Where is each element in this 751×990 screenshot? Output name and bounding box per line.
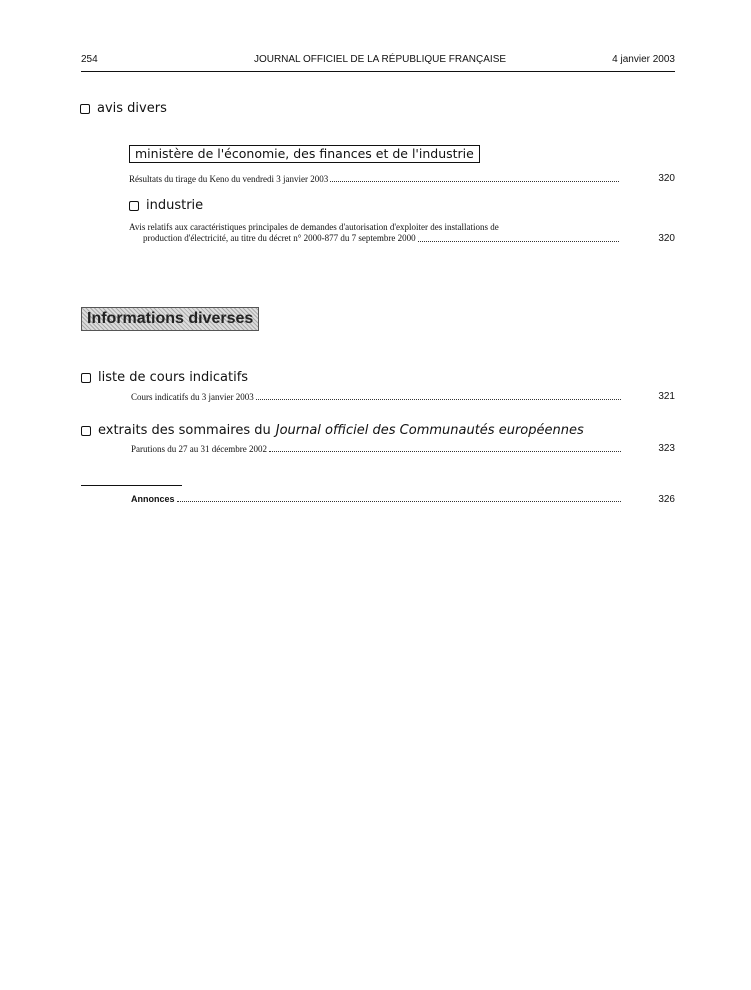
separator-rule bbox=[81, 485, 182, 486]
leader-dots bbox=[418, 240, 619, 242]
leader-dots bbox=[177, 500, 621, 502]
section-extraits bbox=[81, 423, 584, 438]
toc-entry bbox=[131, 392, 623, 402]
toc-entry bbox=[129, 174, 621, 184]
ministry-box: ministère de l'économie, des finances et de l'industrie bbox=[129, 145, 480, 163]
checkbox-bullet-icon bbox=[129, 201, 139, 211]
entry-page-number: 326 bbox=[658, 494, 675, 505]
entry-line1: Avis relatifs aux caractéristiques principales de demandes d'autorisation d'exploiter des installations de bbox=[129, 222, 499, 232]
header-date: 4 janvier 2003 bbox=[612, 54, 675, 65]
toc-entry-annonces bbox=[131, 494, 623, 504]
header-rule bbox=[81, 71, 675, 72]
section-avis-divers bbox=[80, 101, 167, 116]
checkbox-bullet-icon bbox=[80, 104, 90, 114]
header-page-number: 254 bbox=[81, 54, 98, 65]
entry-text: Cours indicatifs du 3 janvier 2003 bbox=[131, 392, 254, 402]
entry-line2: production d'électricité, au titre du décret n° 2000-877 du 7 septembre 2000 bbox=[143, 233, 416, 243]
section-heading-italic: Journal officiel des Communautés européennes bbox=[275, 423, 584, 438]
entry-page-number: 320 bbox=[658, 173, 675, 184]
subsection-heading: industrie bbox=[146, 198, 204, 213]
entry-text: Parutions du 27 au 31 décembre 2002 bbox=[131, 444, 267, 454]
checkbox-bullet-icon bbox=[81, 373, 91, 383]
section-heading: liste de cours indicatifs bbox=[98, 370, 249, 385]
leader-dots bbox=[256, 398, 621, 400]
section-heading-prefix: extraits des sommaires du bbox=[98, 423, 271, 438]
checkbox-bullet-icon bbox=[81, 426, 91, 436]
leader-dots bbox=[330, 180, 619, 182]
leader-dots bbox=[269, 450, 621, 452]
toc-entry-multiline bbox=[129, 222, 621, 244]
subsection-industrie bbox=[129, 198, 203, 213]
entry-page-number: 320 bbox=[658, 233, 675, 244]
section-heading: avis divers bbox=[97, 101, 167, 116]
header-journal-title: JOURNAL OFFICIEL DE LA RÉPUBLIQUE FRANÇAISE bbox=[253, 54, 507, 65]
entry-page-number: 321 bbox=[658, 391, 675, 402]
entry-page-number: 323 bbox=[658, 443, 675, 454]
toc-entry bbox=[131, 444, 623, 454]
entry-text: Résultats du tirage du Keno du vendredi 3 janvier 2003 bbox=[129, 174, 329, 184]
entry-text: Annonces bbox=[131, 494, 175, 504]
banner-informations-diverses: Informations diverses bbox=[81, 307, 259, 331]
section-liste-cours bbox=[81, 370, 248, 385]
